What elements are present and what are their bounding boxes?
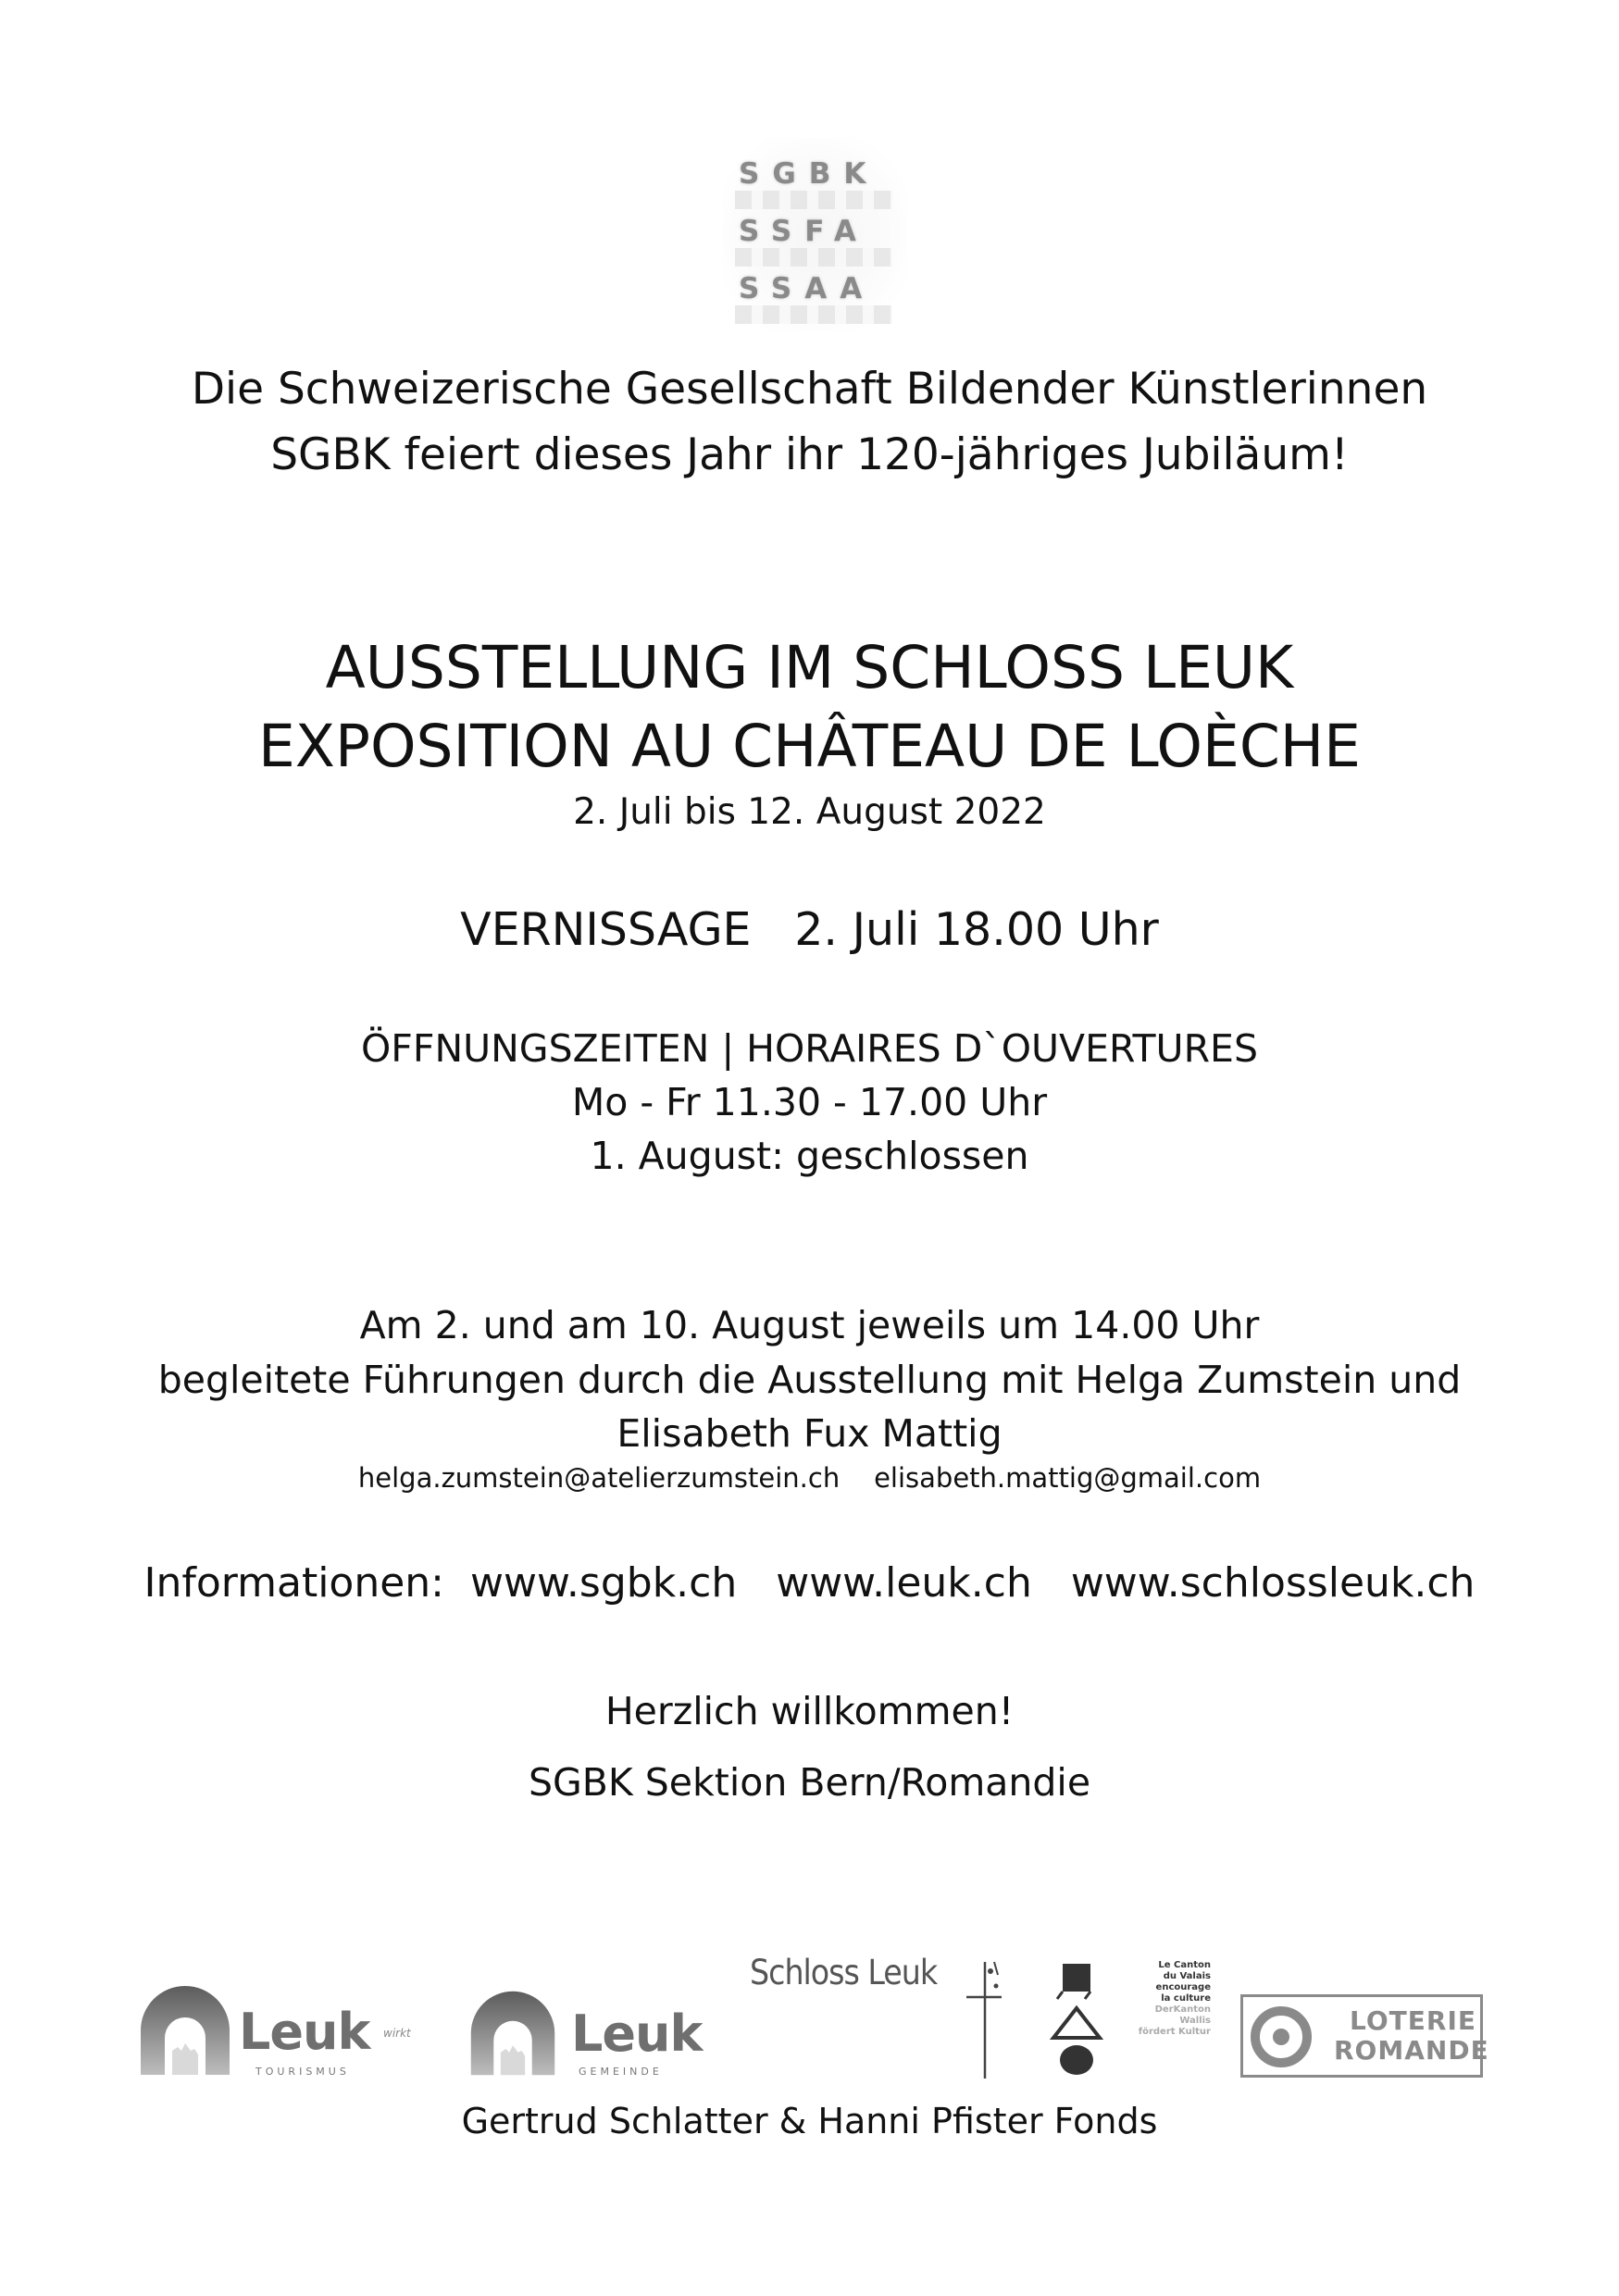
- info-line: [0, 1559, 1619, 1607]
- loterie-romande-logo: [1240, 1994, 1489, 2078]
- hours-closed: 1. August: geschlossen: [590, 1134, 1029, 1178]
- leuk-sub: TOURISMUS: [255, 2066, 350, 2078]
- schloss-leuk-logo: [750, 1953, 1018, 2082]
- leuk-tourismus-logo: [137, 1982, 415, 2084]
- hours-heading: ÖFFNUNGSZEITEN | HORAIRES D`OUVERTURES: [361, 1026, 1258, 1071]
- valais-line: DerKanton: [1154, 2004, 1211, 2015]
- exhibition-title-fr: EXPOSITION AU CHÂTEAU DE LOÈCHE: [257, 713, 1361, 780]
- intro-line-1: Die Schweizerische Gesellschaft Bildender Künstlerinnen: [191, 364, 1428, 415]
- tours-line-2: begleitete Führungen durch die Ausstellung mit Helga Zumstein und: [157, 1358, 1462, 1402]
- leuk-word: Leuk: [571, 2004, 703, 2063]
- valais-line: fördert Kultur: [1138, 2027, 1211, 2037]
- footer-fonds: Gertrud Schlatter & Hanni Pfister Fonds: [461, 2101, 1158, 2141]
- valais-line: encourage: [1155, 1982, 1211, 1992]
- loterie-circle-icon: [1251, 2006, 1312, 2067]
- valais-shapes-icon: [1044, 1960, 1118, 2080]
- leuk-arc-icon: [137, 1982, 233, 2079]
- vernissage-label: VERNISSAGE: [460, 903, 752, 956]
- logo-line-3: SSAA: [739, 272, 876, 305]
- loterie-line-2: ROMANDE: [1334, 2035, 1489, 2066]
- logo-texture: [735, 248, 892, 267]
- section-name: SGBK Sektion Bern/Romandie: [528, 1760, 1091, 1805]
- sgbk-logo: [722, 137, 907, 331]
- intro-line-2: SGBK feiert dieses Jahr ihr 120-jähriges Jubiläum!: [270, 429, 1349, 480]
- valais-culture-logo: [1044, 1960, 1211, 2080]
- email-helga[interactable]: helga.zumstein@atelierzumstein.ch: [357, 1462, 841, 1494]
- loterie-text: [1334, 2005, 1489, 2066]
- contact-emails: [0, 1462, 1619, 1494]
- valais-line: Le Canton: [1158, 1960, 1211, 1970]
- vernissage: [0, 903, 1619, 956]
- leuk-word: Leuk: [239, 2003, 370, 2061]
- welcome-text: Herzlich willkommen!: [604, 1689, 1015, 1733]
- tours-line-3: Elisabeth Fux Mattig: [616, 1411, 1003, 1456]
- tours-line-1: Am 2. und am 10. August jeweils um 14.00 Uhr: [359, 1303, 1260, 1347]
- vernissage-time: 2. Juli 18.00 Uhr: [794, 903, 1159, 956]
- logo-line-1: SGBK: [739, 157, 879, 191]
- exhibition-dates: 2. Juli bis 12. August 2022: [573, 791, 1046, 833]
- loterie-line-1: LOTERIE: [1350, 2005, 1476, 2036]
- valais-line: du Valais: [1163, 1971, 1211, 1981]
- schloss-leuk-text: Schloss Leuk: [750, 1953, 938, 1992]
- logo-line-2: SSFA: [739, 215, 869, 248]
- valais-line: la culture: [1161, 1993, 1211, 2004]
- info-label: Informationen:: [143, 1559, 445, 1607]
- leuk-sub: GEMEINDE: [579, 2066, 663, 2078]
- leuk-arc-icon: [467, 1988, 558, 2079]
- leuk-script: wirkt: [383, 2027, 411, 2040]
- hours-weekdays: Mo - Fr 11.30 - 17.00 Uhr: [571, 1080, 1048, 1124]
- valais-line: Wallis: [1179, 2016, 1211, 2026]
- exhibition-title-de: AUSSTELLUNG IM SCHLOSS LEUK: [325, 634, 1294, 701]
- logo-texture: [735, 191, 892, 209]
- link-schlossleuk[interactable]: www.schlossleuk.ch: [1070, 1559, 1476, 1607]
- logo-texture: [735, 305, 892, 324]
- email-elisabeth[interactable]: elisabeth.mattig@gmail.com: [874, 1462, 1262, 1494]
- leuk-gemeinde-logo: [467, 1988, 708, 2086]
- link-sgbk[interactable]: www.sgbk.ch: [470, 1559, 738, 1607]
- valais-text-fr: [1126, 1960, 1211, 2038]
- link-leuk[interactable]: www.leuk.ch: [776, 1559, 1032, 1607]
- schloss-mark-icon: [953, 1953, 1009, 2082]
